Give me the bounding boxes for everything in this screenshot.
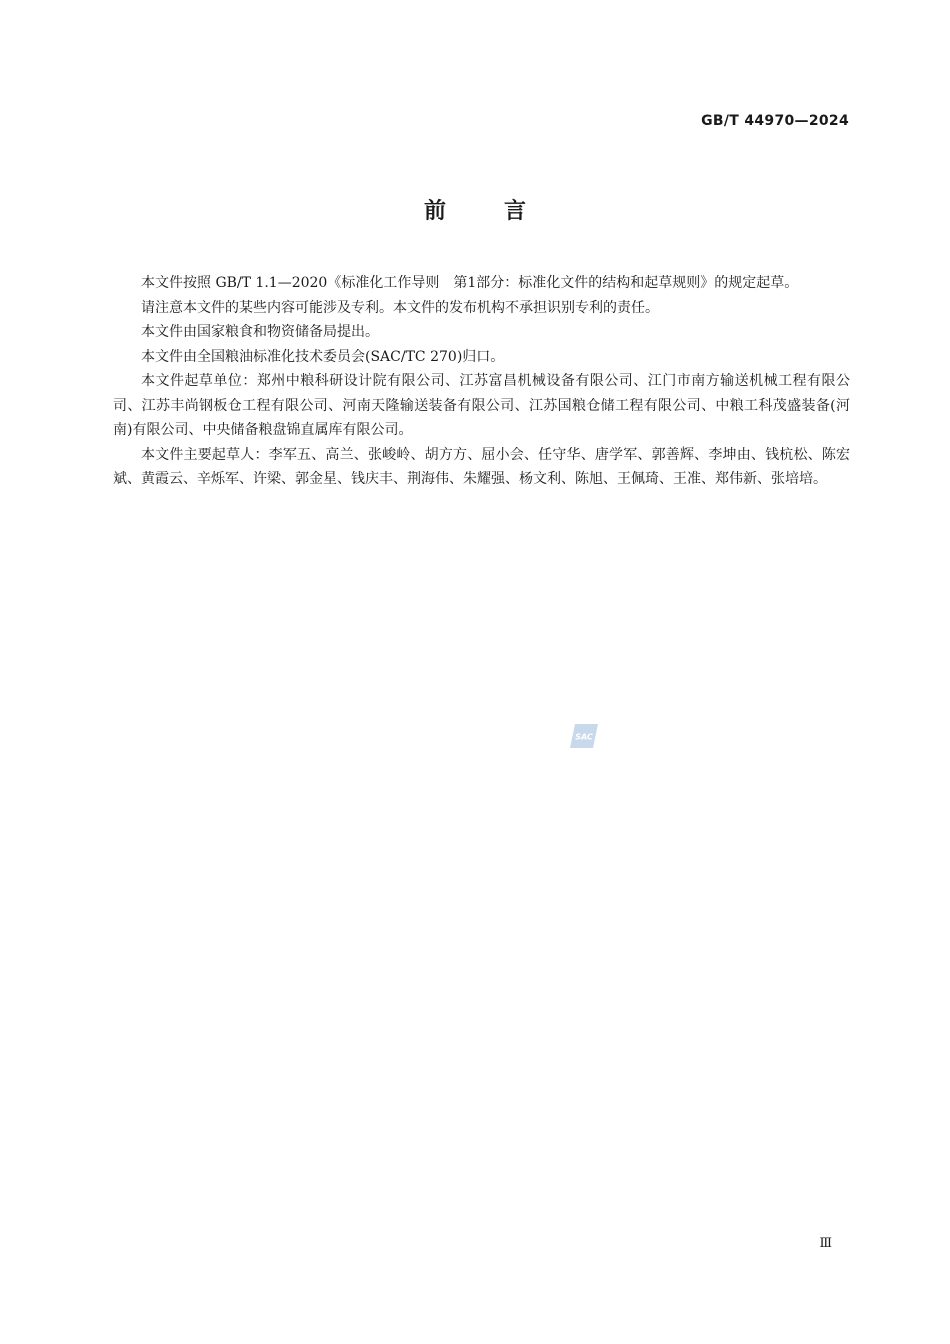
sac-watermark-logo [570, 724, 598, 748]
paragraph-drafting-rules: 本文件按照 GB/T 1.1—2020《标准化工作导则 第1部分：标准化文件的结构和起草规则》的规定起草。 [141, 275, 799, 291]
page-number: Ⅲ [819, 1236, 832, 1251]
page-title [0, 194, 950, 225]
sac-watermark-text: SAC [575, 732, 593, 742]
paragraph-drafting-units: 本文件起草单位：郑州中粮科研设计院有限公司、江苏富昌机械设备有限公司、江门市南方输送机械工程有限公司、江苏丰尚钢板仓工程有限公司、河南天隆输送装备有限公司、江苏国粮仓储工程有限公司、中粮工科茂盛装备(河南)有限公司、中央储备粮盘锦直属库有限公司。 [113, 373, 850, 438]
standard-number: GB/T 44970—2024 [701, 113, 849, 129]
paragraph-drafters: 本文件主要起草人：李军五、高兰、张峻岭、胡方方、屈小会、任守华、唐学军、郭善辉、李坤由、钱杭松、陈宏斌、黄霞云、辛烁军、许梁、郭金星、钱庆丰、荆海伟、朱耀强、杨文利、陈旭、王佩琦、王准、郑伟新、张培培。 [113, 446, 850, 487]
foreword-body [113, 271, 850, 492]
title-char-2: 言 [504, 199, 527, 224]
paragraph-proposer: 本文件由国家粮食和物资储备局提出。 [141, 324, 379, 340]
paragraph-patent-notice: 请注意本文件的某些内容可能涉及专利。本文件的发布机构不承担识别专利的责任。 [141, 299, 659, 316]
paragraph-technical-committee: 本文件由全国粮油标准化技术委员会(SAC/TC 270)归口。 [141, 348, 505, 365]
title-char-1: 前 [423, 199, 446, 224]
